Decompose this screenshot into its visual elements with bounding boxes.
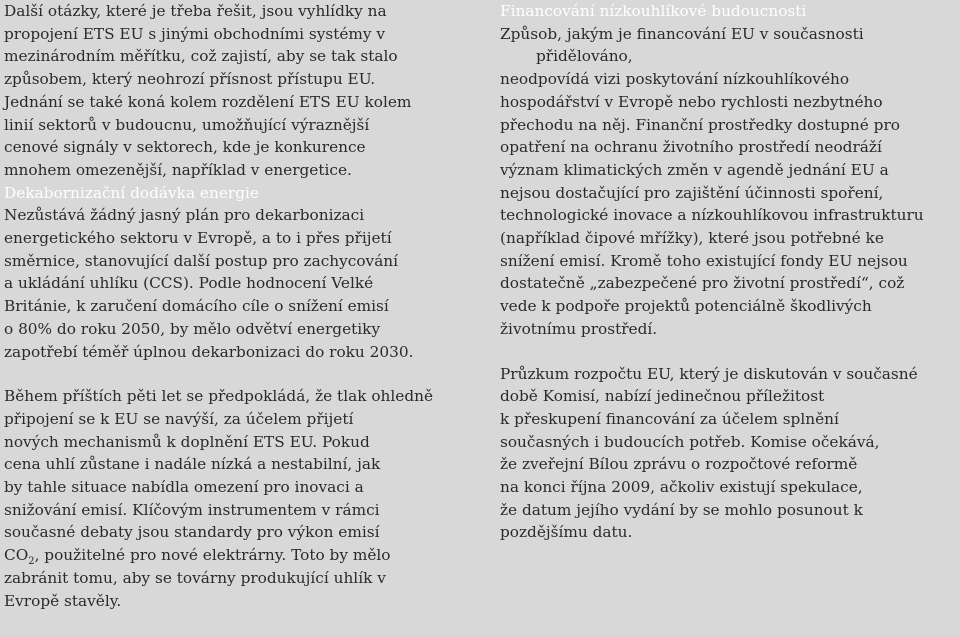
text-line: mnohem omezenější, například v energetice. [4,160,352,179]
text-line: linií sektorů v budoucnu, umožňující výraznější [4,115,370,134]
text-line: Nezůstává žádný jasný plán pro dekarbonizaci [4,206,365,225]
text-line: že zveřejní Bílou zprávu o rozpočtové reformě [500,455,858,474]
section-heading-decarbonisation: Dekabornizační dodávka energie [4,183,259,202]
co2-suffix: , použitelné pro nové elektrárny. Toto by mělo [34,546,391,565]
text-line: dostatečně „zabezpečené pro životní prostředí“, což [500,274,905,293]
text-line: směrnice, stanovující další postup pro zachycování [4,251,399,270]
text-line: Během příštích pěti let se předpokládá, že tlak ohledně [4,387,434,406]
text-line: snížení emisí. Kromě toho existující fondy EU nejsou [500,251,908,270]
right-column [500,0,958,544]
text-line: o 80% do roku 2050, by mělo odvětví energetiky [4,319,381,338]
text-line: (například čipové mřížky), které jsou potřebné ke [500,229,884,248]
section-heading-financing: Financování nízkouhlíkové budoucnosti [500,2,807,20]
financing-paragraph [500,23,958,341]
text-line: vede k podpoře projektů potenciálně škodlivých [500,297,872,316]
text-line: Další otázky, které je třeba řešit, jsou vyhlídky na [4,2,387,20]
decarbonisation-paragraph [4,204,472,363]
co2-prefix: CO [4,546,29,565]
text-line: připojení se k EU se navýší, za účelem přijetí [4,409,354,428]
text-line: opatření na ochranu životního prostředí neodráží [500,138,882,157]
text-line: nejsou dostačující pro zajištění účinnosti spoření, [500,183,884,202]
text-line: cenové signály v sektorech, kde je konkurence [4,138,366,157]
text-line: že datum jejího vydání by se mohlo posunout k [500,500,863,519]
text-line: Způsob, jakým je financování EU v současnosti přidělováno, [500,24,864,66]
intro-paragraph [4,0,472,182]
text-line: současných i budoucích potřeb. Komise očekává, [500,432,880,451]
text-line-co2 [4,544,472,568]
budget-paragraph [500,363,958,545]
text-line: a ukládání uhlíku (CCS). Podle hodnocení Velké [4,274,374,293]
left-column [4,0,472,612]
text-line: k přeskupení financování za účelem splnění [500,409,839,428]
text-line: přechodu na něj. Finanční prostředky dostupné pro [500,115,900,134]
next-years-paragraph [4,385,472,612]
text-line: Jednání se také koná kolem rozdělení ETS EU kolem [4,92,412,111]
text-line: způsobem, který neohrozí přísnost přístupu EU. [4,70,376,89]
text-line: technologické inovace a nízkouhlíkovou infrastrukturu [500,206,924,225]
text-line: by tahle situace nabídla omezení pro inovaci a [4,478,364,497]
text-line: Evropě stavěly. [4,591,122,610]
text-line: neodpovídá vizi poskytování nízkouhlíkového [500,70,850,89]
text-line: současné debaty jsou standardy pro výkon emisí [4,523,380,542]
co2-subscript: 2 [28,556,35,568]
text-line: nových mechanismů k doplnění ETS EU. Pokud [4,432,370,451]
text-line: zapotřebí téměř úplnou dekarbonizaci do roku 2030. [4,342,414,361]
text-line: mezinárodním měřítku, což zajistí, aby se tak stalo [4,47,398,66]
text-line: zabránit tomu, aby se továrny produkující uhlík v [4,568,386,587]
text-line: pozdějšímu datu. [500,523,633,542]
text-line: snižování emisí. Klíčovým instrumentem v rámci [4,500,380,519]
text-line: životnímu prostředí. [500,319,658,338]
text-line: na konci října 2009, ačkoliv existují spekulace, [500,478,863,497]
text-line: cena uhlí zůstane i nadále nízká a nestabilní, jak [4,455,381,474]
text-line: Průzkum rozpočtu EU, který je diskutován v současné [500,364,918,383]
text-line: význam klimatických změn v agendě jednání EU a [500,160,889,179]
text-line: hospodářství v Evropě nebo rychlosti nezbytného [500,92,883,111]
text-line: energetického sektoru v Evropě, a to i přes přijetí [4,229,392,248]
text-line: Británie, k zaručení domácího cíle o snížení emisí [4,297,389,316]
text-line: propojení ETS EU s jinými obchodními systémy v [4,24,386,43]
text-line: době Komisí, nabízí jedinečnou příležitost [500,387,825,406]
